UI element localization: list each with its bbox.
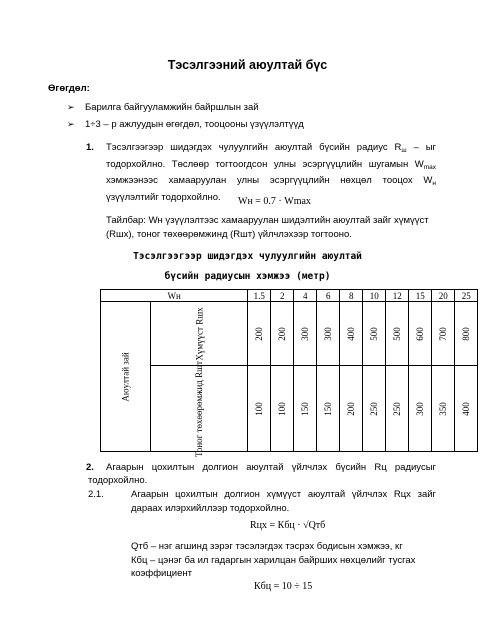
danger-radius-table — [100, 289, 478, 457]
arrow-bullet-icon: ➢ — [67, 119, 75, 129]
table-cell: 200 — [271, 302, 294, 366]
item1-line: хэмжээнээс хамааруулан улны эсэргүүцлийн нөхцөл тооцох $W_н$ — [106, 175, 436, 187]
table-cell: 300 — [294, 302, 317, 366]
given-heading: Өгөгдөл: — [48, 83, 90, 94]
item2-paragraph — [106, 461, 436, 475]
item2-line: тодорхойлно. — [88, 475, 148, 486]
note-line: (Rшх), тоног төхөөрөмжинд (Rшт) үйлчлэхээр тогтооно. — [106, 228, 352, 240]
table-cell: 600 — [409, 302, 432, 366]
definition-line: Qтб – нэг агшинд зэрэг тэсэлэгдэх тэсрэх бодисын хэмжээ, кг — [131, 541, 403, 552]
definition-line: коэффициент — [131, 568, 192, 579]
table-cell: 200 — [340, 366, 363, 452]
formula-rcx: Rцх = Кбц · √Qтб — [250, 520, 326, 531]
table-cell: 150 — [317, 366, 340, 452]
table-cell: 700 — [432, 302, 455, 366]
row-label-people: Хүмүүст Rшх — [151, 302, 248, 366]
sub-item-line: дараах илэрхийллээр тодорхойлно. — [131, 503, 290, 514]
table-header-cell: 12 — [386, 290, 409, 302]
table-cell: 300 — [409, 366, 432, 452]
table-header-cell: 4 — [294, 290, 317, 302]
definition-line: Кбц – цэнэг ба ил гадаргын харилцан байрших нөхцөлийг тусгах — [131, 554, 416, 566]
table-cell: 100 — [271, 366, 294, 452]
table-cell: 250 — [386, 366, 409, 452]
table-cell: 800 — [455, 302, 478, 366]
table-header-cell: 15 — [409, 290, 432, 302]
bullet-item — [67, 119, 304, 130]
item1-paragraph — [106, 141, 436, 204]
bullet-text: Барилга байгууламжийн байршлын зай — [85, 102, 259, 113]
table-header-cell: 2 — [271, 290, 294, 302]
table-header-cell: 10 — [363, 290, 386, 302]
table-header-cell: 20 — [432, 290, 455, 302]
table-cell: 500 — [363, 302, 386, 366]
item1-line: тодорхойлно. Төслөөр тогтоогдсон улны эсэргүүцлийн шугамын $W_{max}$ — [106, 158, 436, 171]
row-label-equipment: Тоног төхөөрөмжид Rшт — [151, 366, 248, 452]
item1-line: үзүүлэлтийг тодорхойлно. — [106, 191, 221, 203]
formula-kbc-range: Кбц = 10 ÷ 15 — [254, 581, 313, 592]
table-cell: 300 — [317, 302, 340, 366]
table-header-label: Wн — [101, 290, 248, 302]
item-number: 2. — [86, 462, 94, 473]
table-cell: 400 — [455, 366, 478, 452]
table-cell: 250 — [363, 366, 386, 452]
bullet-item — [67, 102, 259, 113]
table-cell: 150 — [294, 366, 317, 452]
table-header-cell: 25 — [455, 290, 478, 302]
table-header-cell: 6 — [317, 290, 340, 302]
note-line: Тайлбар: Wн үзүүлэлтээс хамааруулан шидэлтийн аюултай зайг хүмүүст — [106, 215, 429, 226]
table-side-label: Аюултай зай — [101, 302, 151, 452]
formula-wn: Wн = 0.7 · Wmax — [238, 196, 311, 207]
table-header-cell: 1.5 — [248, 290, 271, 302]
item2-line: Агаарын цохилтын долгион аюултай үйлчлэх бүсийн Rц радиусыг — [106, 462, 436, 473]
arrow-bullet-icon: ➢ — [67, 102, 75, 112]
table-caption: бүсийн радиусын хэмжээ (метр) — [164, 271, 331, 282]
table-cell: 400 — [340, 302, 363, 366]
table-cell: 200 — [248, 302, 271, 366]
note-paragraph — [106, 214, 436, 241]
sub-item-paragraph — [131, 488, 436, 502]
definitions — [131, 540, 451, 581]
document-title: Тэсэлгээний аюултай бүс — [167, 58, 328, 72]
table-caption: Тэсэлгээгээр шидэгдэх чулуулгийн аюултай — [133, 251, 362, 262]
item1-line: Тэсэлгээгээр шидэгдэх чулуулгийн аюултай бүсийн радиус $R_ш$ – ыг — [106, 142, 437, 154]
table-cell: 500 — [386, 302, 409, 366]
table-cell: 100 — [248, 366, 271, 452]
bullet-text: 1÷3 – р ажлуудын өгөгдөл, тооцооны үзүүлэлтүүд — [85, 119, 304, 130]
table-cell: 350 — [432, 366, 455, 452]
table-header-cell: 8 — [340, 290, 363, 302]
sub-item-number: 2.1. — [88, 489, 104, 500]
item-number: 1. — [86, 142, 94, 153]
sub-item-line: Агаарын цохилтын долгион хүмүүст аюултай үйлчлэх Rцх зайг — [131, 489, 436, 500]
